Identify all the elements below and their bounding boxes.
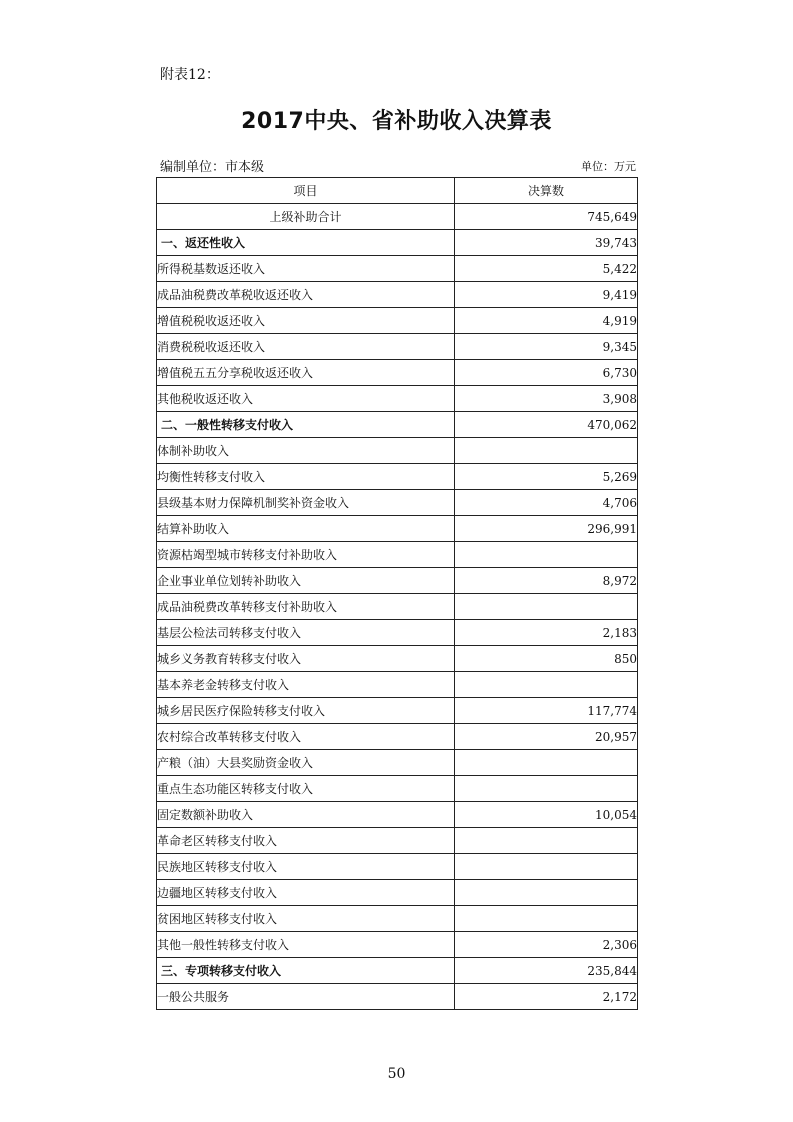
row-amount: 10,054: [455, 802, 638, 828]
row-item-label: 体制补助收入: [157, 438, 455, 464]
row-amount: [455, 750, 638, 776]
page-title: 2017中央、省补助收入决算表: [241, 109, 552, 134]
compiler-label: 编制单位：市本级: [160, 160, 265, 175]
table-row: [157, 828, 638, 854]
table-row: [157, 984, 638, 1010]
row-item-label: 消费税税收返还收入: [157, 334, 455, 360]
row-item-label: 成品油税费改革转移支付补助收入: [157, 594, 455, 620]
table-row: [157, 750, 638, 776]
column-header-item: 项目: [157, 178, 455, 204]
row-item-label: 一、返还性收入: [157, 230, 455, 256]
table-row: [157, 568, 638, 594]
table-row: [157, 334, 638, 360]
table-row: [157, 672, 638, 698]
row-amount: [455, 542, 638, 568]
row-amount: 9,419: [455, 282, 638, 308]
row-amount: 2,172: [455, 984, 638, 1010]
row-amount: 20,957: [455, 724, 638, 750]
row-amount: 117,774: [455, 698, 638, 724]
row-item-label: 均衡性转移支付收入: [157, 464, 455, 490]
row-amount: [455, 854, 638, 880]
table-row: [157, 854, 638, 880]
table-row: [157, 256, 638, 282]
row-amount: 2,183: [455, 620, 638, 646]
table-header-row: [157, 178, 638, 204]
row-item-label: 基本养老金转移支付收入: [157, 672, 455, 698]
table-row: [157, 516, 638, 542]
row-item-label: 增值税五五分享税收返还收入: [157, 360, 455, 386]
table-row: [157, 204, 638, 230]
row-amount: 9,345: [455, 334, 638, 360]
row-item-label: 产粮（油）大县奖励资金收入: [157, 750, 455, 776]
row-item-label: 固定数额补助收入: [157, 802, 455, 828]
table-row: [157, 412, 638, 438]
row-item-label: 其他税收返还收入: [157, 386, 455, 412]
table-row: [157, 906, 638, 932]
row-amount: [455, 776, 638, 802]
table-row: [157, 932, 638, 958]
table-row: [157, 802, 638, 828]
table-row: [157, 698, 638, 724]
row-amount: 5,422: [455, 256, 638, 282]
row-amount: 39,743: [455, 230, 638, 256]
appendix-label: 附表12：: [160, 67, 220, 83]
row-item-label: 增值税税收返还收入: [157, 308, 455, 334]
table-row: [157, 464, 638, 490]
row-item-label: 民族地区转移支付收入: [157, 854, 455, 880]
budget-table: [156, 177, 638, 1010]
row-amount: 745,649: [455, 204, 638, 230]
row-amount: [455, 438, 638, 464]
table-row: [157, 308, 638, 334]
row-amount: 296,991: [455, 516, 638, 542]
row-amount: 6,730: [455, 360, 638, 386]
table-row: [157, 490, 638, 516]
table-row: [157, 386, 638, 412]
row-item-label: 一般公共服务: [157, 984, 455, 1010]
row-item-label: 贫困地区转移支付收入: [157, 906, 455, 932]
table-row: [157, 542, 638, 568]
row-item-label: 企业事业单位划转补助收入: [157, 568, 455, 594]
row-amount: [455, 594, 638, 620]
row-item-label: 结算补助收入: [157, 516, 455, 542]
row-amount: 8,972: [455, 568, 638, 594]
row-amount: [455, 906, 638, 932]
table-row: [157, 646, 638, 672]
row-amount: [455, 672, 638, 698]
row-amount: 2,306: [455, 932, 638, 958]
table-row: [157, 282, 638, 308]
row-item-label: 县级基本财力保障机制奖补资金收入: [157, 490, 455, 516]
row-amount: [455, 828, 638, 854]
row-amount: 4,706: [455, 490, 638, 516]
row-amount: 3,908: [455, 386, 638, 412]
table-row: [157, 360, 638, 386]
row-item-label: 所得税基数返还收入: [157, 256, 455, 282]
unit-label: 单位：万元: [581, 160, 636, 173]
row-item-label: 二、一般性转移支付收入: [157, 412, 455, 438]
row-amount: 235,844: [455, 958, 638, 984]
table-body: [157, 204, 638, 1010]
column-header-amount: 决算数: [455, 178, 638, 204]
row-item-label: 边疆地区转移支付收入: [157, 880, 455, 906]
row-item-label: 农村综合改革转移支付收入: [157, 724, 455, 750]
row-item-label: 资源枯竭型城市转移支付补助收入: [157, 542, 455, 568]
table-row: [157, 724, 638, 750]
page-number: 50: [387, 1066, 406, 1082]
row-amount: 470,062: [455, 412, 638, 438]
row-item-label: 上级补助合计: [157, 204, 455, 230]
row-amount: [455, 880, 638, 906]
row-item-label: 重点生态功能区转移支付收入: [157, 776, 455, 802]
table-row: [157, 620, 638, 646]
row-amount: 5,269: [455, 464, 638, 490]
table-row: [157, 230, 638, 256]
table-row: [157, 594, 638, 620]
row-item-label: 成品油税费改革税收返还收入: [157, 282, 455, 308]
row-item-label: 城乡义务教育转移支付收入: [157, 646, 455, 672]
row-item-label: 城乡居民医疗保险转移支付收入: [157, 698, 455, 724]
table-row: [157, 438, 638, 464]
row-item-label: 革命老区转移支付收入: [157, 828, 455, 854]
row-item-label: 其他一般性转移支付收入: [157, 932, 455, 958]
table-row: [157, 880, 638, 906]
row-item-label: 三、专项转移支付收入: [157, 958, 455, 984]
row-amount: 850: [455, 646, 638, 672]
row-amount: 4,919: [455, 308, 638, 334]
table-row: [157, 958, 638, 984]
row-item-label: 基层公检法司转移支付收入: [157, 620, 455, 646]
table-row: [157, 776, 638, 802]
